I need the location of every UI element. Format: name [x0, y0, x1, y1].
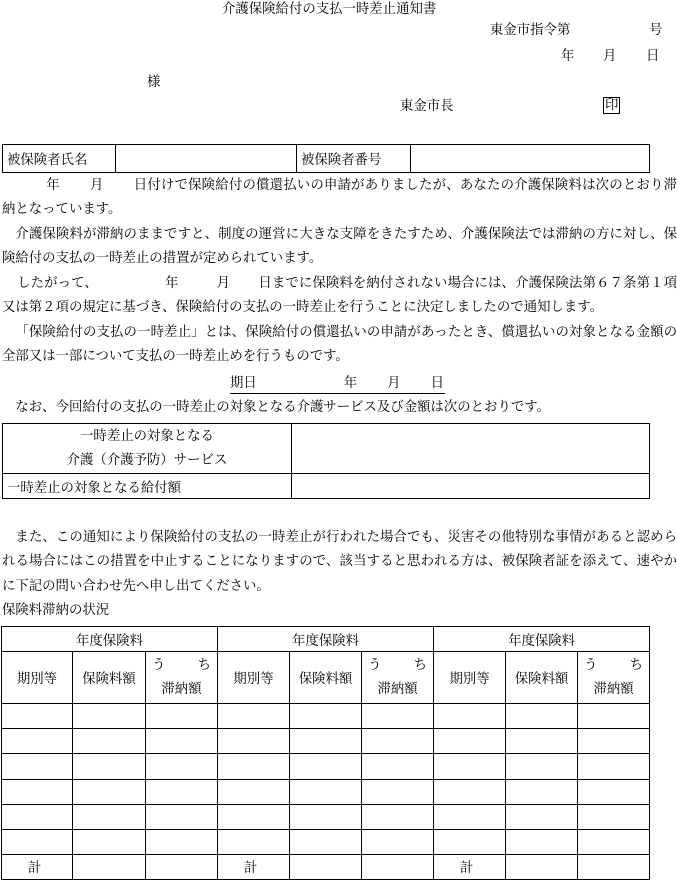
cell[interactable] [73, 829, 146, 854]
service-label-line1: 一時差止の対象となる [80, 428, 214, 444]
cell[interactable] [434, 754, 506, 779]
cell[interactable] [434, 729, 506, 754]
arrears-u-2: う [368, 657, 382, 673]
cell[interactable] [73, 704, 146, 729]
cell[interactable] [73, 779, 146, 804]
col-amount-1: 保険料額 [73, 652, 146, 704]
cell[interactable] [218, 704, 290, 729]
cell[interactable] [434, 829, 506, 854]
total-amount-2[interactable] [290, 854, 362, 879]
insured-number-value[interactable] [411, 145, 650, 173]
period-day: 日 [430, 376, 444, 391]
insured-number-label: 被保険者番号 [297, 145, 411, 173]
cell[interactable] [578, 754, 650, 779]
table-row [2, 779, 650, 804]
arrears-label-2: 滞納額 [377, 681, 418, 697]
addressee-suffix: 様 [147, 75, 161, 90]
total-label-1: 計 [2, 854, 73, 879]
cell[interactable] [362, 779, 434, 804]
cell[interactable] [578, 804, 650, 829]
period-year: 年 [343, 376, 358, 391]
total-label-3: 計 [434, 854, 506, 879]
issuer-name: 東金市長 [400, 99, 454, 114]
total-arrears-3[interactable] [578, 854, 650, 879]
table-row [2, 829, 650, 854]
cell[interactable] [146, 729, 218, 754]
year-header-1: 年度保険料 [2, 627, 218, 652]
cell[interactable] [362, 729, 434, 754]
paragraph-3 [2, 272, 677, 321]
cell[interactable] [578, 779, 650, 804]
cell[interactable] [290, 754, 362, 779]
cell[interactable] [2, 804, 73, 829]
cell[interactable] [506, 804, 578, 829]
paragraph-4: 「保険給付の支払の一時差止」とは、保険給付の償還払いの申請があったとき、償還払いの対象となる金額の全部又は一部について支払の一時差止めを行うものです。 [2, 325, 677, 365]
col-period-1: 期別等 [2, 652, 73, 704]
cell[interactable] [218, 829, 290, 854]
col-period-2: 期別等 [218, 652, 290, 704]
arrears-chi-3: ち [629, 657, 644, 673]
table-row [2, 704, 650, 729]
col-amount-3: 保険料額 [506, 652, 578, 704]
cell[interactable] [290, 829, 362, 854]
arrears-u-3: う [584, 657, 598, 673]
cell[interactable] [218, 779, 290, 804]
date-day: 日 [646, 49, 660, 64]
cell[interactable] [362, 829, 434, 854]
year-header-3: 年度保険料 [434, 627, 650, 652]
cell[interactable] [506, 729, 578, 754]
arrears-label-3: 滞納額 [593, 681, 634, 697]
cell[interactable] [506, 829, 578, 854]
cell[interactable] [434, 804, 506, 829]
cell[interactable] [2, 779, 73, 804]
cell[interactable] [2, 754, 73, 779]
cell[interactable] [290, 779, 362, 804]
cell[interactable] [218, 729, 290, 754]
cell[interactable] [290, 804, 362, 829]
arrears-u-1: う [152, 657, 166, 673]
total-label-2: 計 [218, 854, 290, 879]
cell[interactable] [146, 754, 218, 779]
table-row [2, 729, 650, 754]
arrears-label-1: 滞納額 [161, 681, 202, 697]
col-amount-2: 保険料額 [290, 652, 362, 704]
seal-label: 印 [605, 98, 619, 113]
service-value[interactable] [292, 424, 650, 474]
period-month: 月 [387, 376, 401, 391]
p1-month: 月 [89, 178, 104, 193]
paragraph-6: また、この通知により保険給付の支払の一時差止が行われた場合でも、災害その他特別な事情があると認められる場合にはこの措置を中止することになりますので、該当すると思われる方は、被保険者証を添えて、速やかに下記の問い合わせ先へ申し出てください。 [2, 530, 677, 594]
cell[interactable] [506, 779, 578, 804]
cell[interactable] [218, 804, 290, 829]
total-arrears-2[interactable] [362, 854, 434, 879]
service-label-cell [3, 424, 292, 474]
table-row [2, 754, 650, 779]
service-label-line2: 介護（介護予防）サービス [66, 452, 228, 468]
amount-label: 一時差止の対象となる給付額 [3, 474, 292, 499]
total-amount-3[interactable] [506, 854, 578, 879]
cell[interactable] [578, 829, 650, 854]
document-title: 介護保険給付の支払一時差止通知書 [222, 2, 437, 17]
col-arrears-1 [146, 652, 218, 704]
cell[interactable] [578, 729, 650, 754]
cell[interactable] [218, 754, 290, 779]
col-arrears-2 [362, 652, 434, 704]
target-service-table [2, 423, 650, 499]
cell[interactable] [73, 804, 146, 829]
p1-text: 日付けで保険給付の償還払いの申請がありましたが、あなたの介護保険料は次のとおり滞納となっています。 [2, 178, 677, 218]
amount-value[interactable] [292, 474, 650, 499]
total-row [2, 854, 650, 879]
deadline-line [230, 376, 445, 394]
cell[interactable] [578, 704, 650, 729]
insured-info-table [2, 144, 650, 173]
seal-mark [603, 98, 620, 114]
cell[interactable] [2, 729, 73, 754]
table-row [2, 804, 650, 829]
p3-prefix: したがって、 [17, 276, 98, 291]
cell[interactable] [146, 804, 218, 829]
doc-number-suffix: 号 [649, 23, 663, 38]
paragraph-2: 介護保険料が滞納のままですと、制度の運営に大きな支障をきたすため、介護保険法では滞納の方に対し、保険給付の支払の一時差止の措置が定められています。 [2, 227, 677, 267]
cell[interactable] [362, 704, 434, 729]
arrears-chi-1: ち [197, 657, 212, 673]
cell[interactable] [362, 804, 434, 829]
date-month: 月 [603, 49, 617, 64]
cell[interactable] [362, 754, 434, 779]
cell[interactable] [506, 704, 578, 729]
cell[interactable] [146, 704, 218, 729]
total-arrears-1[interactable] [146, 854, 218, 879]
insured-name-label: 被保険者氏名 [3, 145, 116, 173]
col-arrears-3 [578, 652, 650, 704]
cell[interactable] [434, 704, 506, 729]
p1-year: 年 [46, 178, 60, 193]
arrears-section-title: 保険料滞納の状況 [2, 603, 110, 618]
cell[interactable] [73, 754, 146, 779]
insured-name-value[interactable] [116, 145, 297, 173]
cell[interactable] [290, 704, 362, 729]
cell[interactable] [290, 729, 362, 754]
cell[interactable] [434, 779, 506, 804]
date-year: 年 [561, 49, 575, 64]
cell[interactable] [506, 754, 578, 779]
cell[interactable] [146, 779, 218, 804]
arrears-table [1, 626, 650, 880]
cell[interactable] [2, 704, 73, 729]
period-label: 期日 [230, 376, 257, 391]
cell[interactable] [73, 729, 146, 754]
total-amount-1[interactable] [73, 854, 146, 879]
col-period-3: 期別等 [434, 652, 506, 704]
paragraph-5: なお、今回給付の支払の一時差止の対象となる介護サービス及び金額は次のとおりです。 [15, 400, 550, 415]
paragraph-1 [2, 174, 677, 223]
arrears-chi-2: ち [413, 657, 428, 673]
doc-number-prefix: 東金市指令第 [490, 23, 571, 38]
p3-month: 月 [216, 276, 231, 291]
year-header-2: 年度保険料 [218, 627, 434, 652]
cell[interactable] [146, 829, 218, 854]
p3-text: 日までに保険料を納付されない場合には、介護保険法第６７条第１項又は第２項の規定に基づき、保険給付の支払の一時差止を行うことに決定しましたので通知します。 [2, 276, 677, 316]
cell[interactable] [2, 829, 73, 854]
p3-year: 年 [164, 276, 179, 291]
